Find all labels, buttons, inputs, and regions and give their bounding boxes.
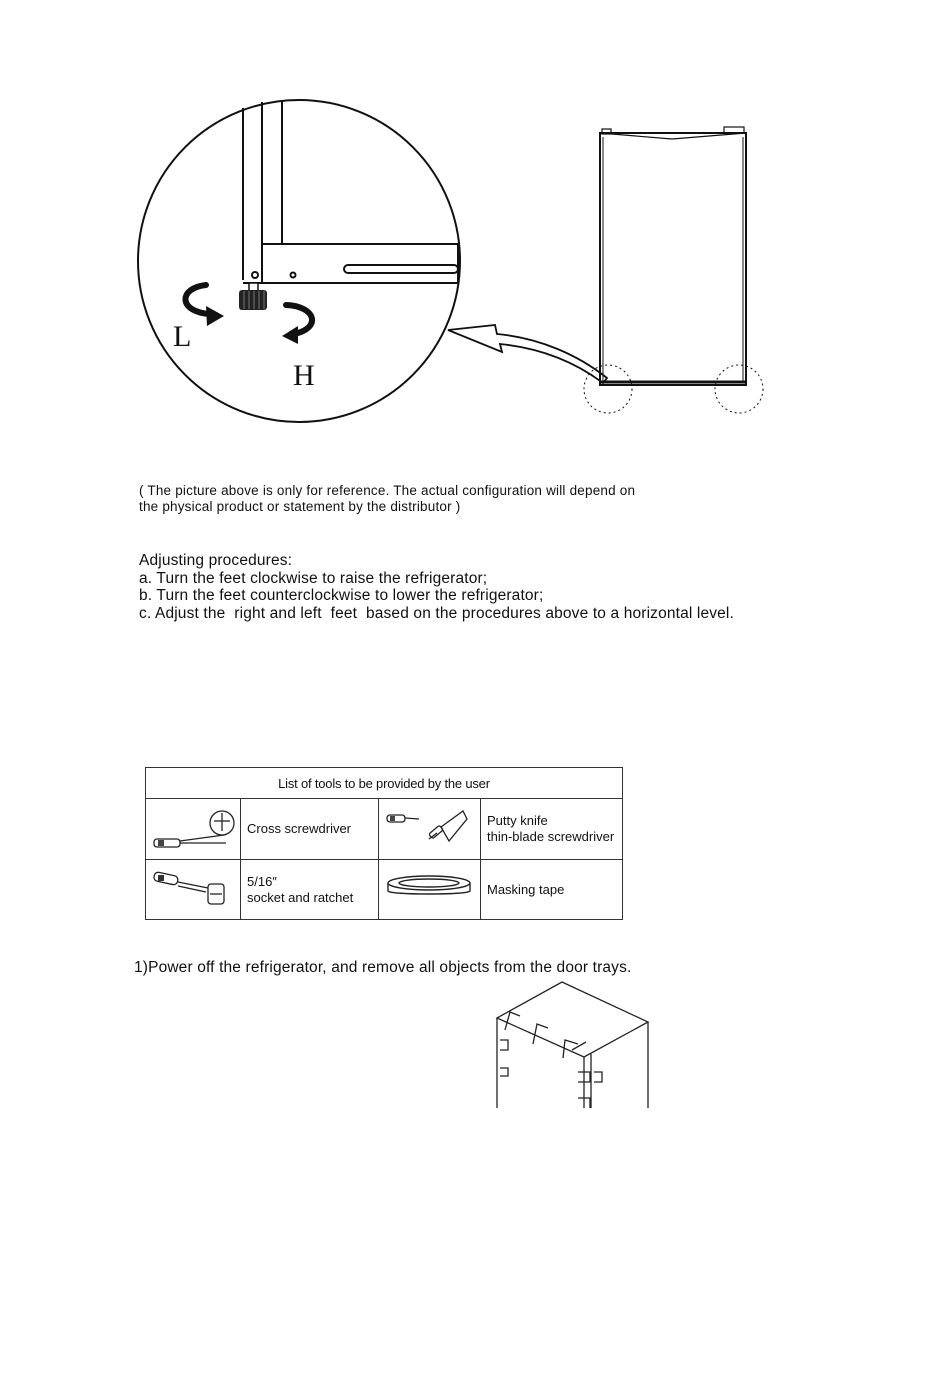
tool-name: Putty knife xyxy=(487,813,548,828)
tool-name: socket and ratchet xyxy=(247,889,354,905)
tools-table-caption: List of tools to be provided by the user xyxy=(146,768,623,799)
procedure-step: a. Turn the feet clockwise to raise the refrigerator; xyxy=(139,569,488,587)
label-low: L xyxy=(173,320,192,353)
tool-name: 5/16″ xyxy=(247,873,277,889)
step-one-instruction: 1)Power off the refrigerator, and remove all objects from the door trays. xyxy=(134,959,632,976)
tool-name: Masking tape xyxy=(487,881,565,897)
procedures-heading: Adjusting procedures: xyxy=(139,552,293,569)
tool-name: thin-blade screwdriver xyxy=(487,829,615,844)
note-line: ( The picture above is only for reference. The actual configuration will depend on xyxy=(139,483,636,498)
tool-name: Cross screwdriver xyxy=(247,821,352,836)
procedure-step: c. Adjust the right and left feet based on the procedures above to a horizontal level. xyxy=(139,604,734,622)
procedure-step: b. Turn the feet counterclockwise to lower the refrigerator; xyxy=(139,587,544,604)
note-line: the physical product or statement by the distributor ) xyxy=(139,499,461,514)
label-high: H xyxy=(293,359,315,392)
